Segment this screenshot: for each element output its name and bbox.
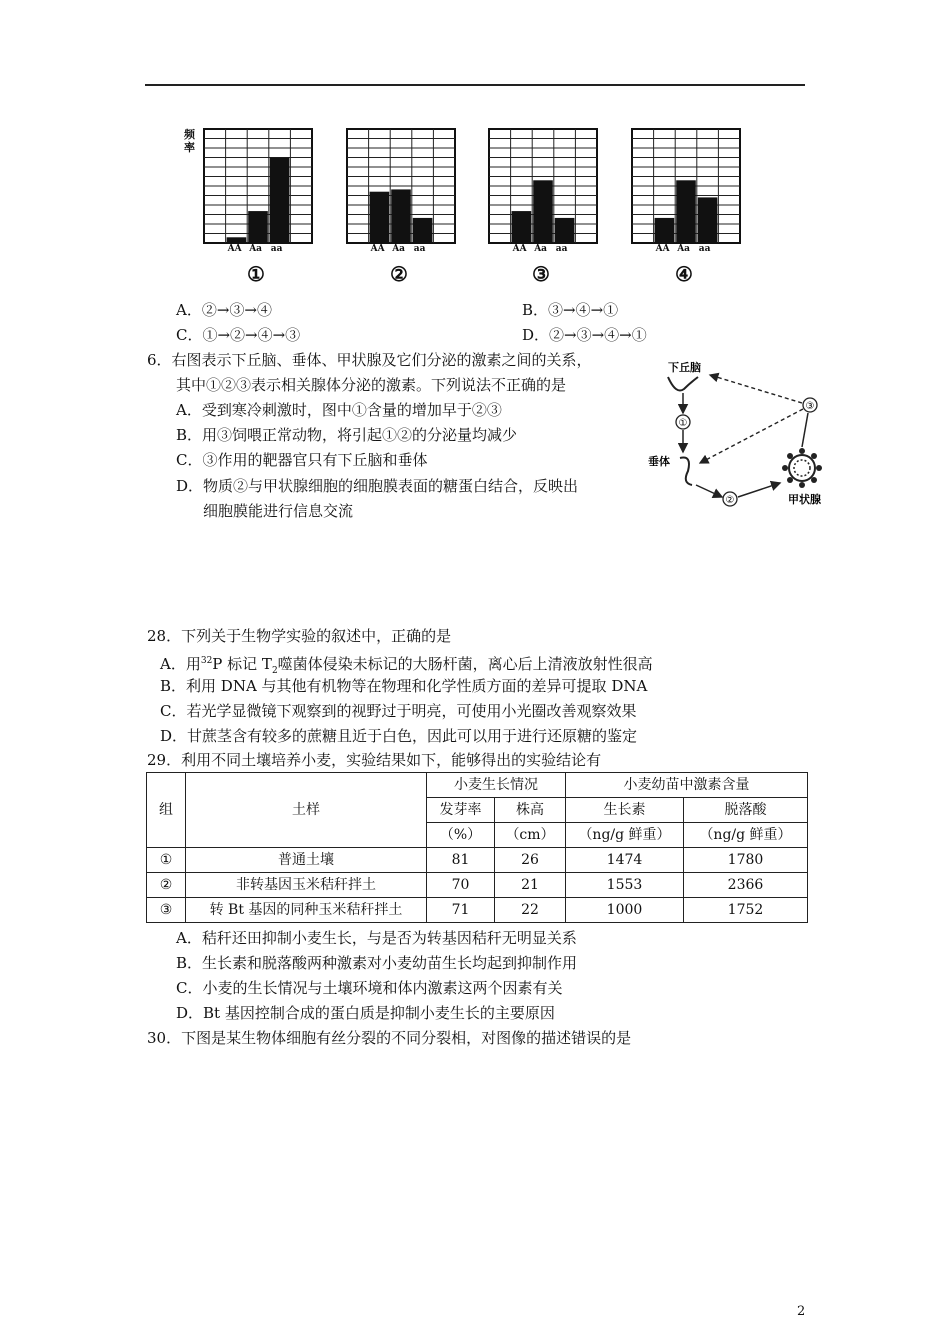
q29-option-c: C．小麦的生长情况与土壤环境和体内激素这两个因素有关	[176, 979, 563, 997]
q6-option-b: B．用③饲喂正常动物，将引起①②的分泌量均减少	[176, 426, 518, 444]
soil-experiment-table	[146, 772, 808, 923]
chart-number-label: ①	[247, 262, 265, 286]
cell-soil: 普通土壤	[186, 848, 427, 873]
header-height: 株高	[495, 798, 566, 823]
page-number: 2	[797, 1304, 806, 1319]
q6-option-a: A．受到寒冷刺激时，图中①含量的增加早于②③	[176, 401, 502, 419]
frequency-bar	[676, 180, 696, 243]
cell-group: ②	[147, 873, 186, 898]
genotype-tick-label: AA	[512, 244, 527, 254]
genotype-chart	[631, 128, 741, 244]
cell-soil: 非转基因玉米秸秆拌土	[186, 873, 427, 898]
cell-height: 26	[495, 848, 566, 873]
frequency-bar	[655, 218, 675, 243]
frequency-bar	[413, 218, 433, 243]
unit-germination: （%）	[427, 823, 495, 848]
hormone-regulation-diagram	[640, 355, 850, 515]
q29-option-b: B．生长素和脱落酸两种激素对小麦幼苗生长均起到抑制作用	[176, 954, 578, 972]
chart-number-label: ④	[675, 262, 693, 286]
q6-stem-line1: 6．右图表示下丘脑、垂体、甲状腺及它们分泌的激素之间的关系，	[147, 351, 592, 369]
header-growth: 小麦生长情况	[427, 773, 566, 798]
genotype-chart	[488, 128, 598, 244]
cell-soil: 转 Bt 基因的同种玉米秸秆拌土	[186, 898, 427, 923]
frequency-bar	[698, 197, 718, 243]
cell-aba: 1752	[684, 898, 808, 923]
cell-auxin: 1000	[566, 898, 684, 923]
header-hormone: 小麦幼苗中激素含量	[566, 773, 808, 798]
frequency-bar	[370, 192, 390, 243]
cell-height: 22	[495, 898, 566, 923]
frequency-bar	[248, 211, 268, 243]
genotype-chart	[346, 128, 456, 244]
q28-stem: 28．下列关于生物学实验的叙述中，正确的是	[147, 627, 452, 645]
header-rule	[145, 84, 805, 86]
cell-auxin: 1553	[566, 873, 684, 898]
q6-option-d-line2: 细胞膜能进行信息交流	[203, 502, 354, 520]
q28-option-d: D．甘蔗茎含有较多的蔗糖且近于白色，因此可以用于进行还原糖的鉴定	[160, 727, 638, 745]
hormone-1-label: ①	[678, 418, 688, 429]
hypothalamus-label: 下丘脑	[668, 361, 701, 374]
cell-aba: 2366	[684, 873, 808, 898]
cell-group: ①	[147, 848, 186, 873]
q6-stem-line2: 其中①②③表示相关腺体分泌的激素。下列说法不正确的是	[176, 376, 567, 394]
table-row	[147, 848, 808, 873]
frequency-bar	[227, 237, 247, 243]
table-row	[147, 898, 808, 923]
q29-stem: 29．利用不同土壤培养小麦，实验结果如下，能够得出的实验结论有	[147, 751, 602, 769]
genotype-tick-label: AA	[227, 244, 242, 254]
header-germination: 发芽率	[427, 798, 495, 823]
q5-option-a: A．②→③→④	[176, 301, 272, 319]
cell-auxin: 1474	[566, 848, 684, 873]
chart-number-label: ②	[390, 262, 408, 286]
cell-germination: 71	[427, 898, 495, 923]
unit-height: （cm）	[495, 823, 566, 848]
genotype-tick-label: aa	[270, 244, 283, 254]
frequency-bar	[533, 180, 553, 243]
pituitary-label: 垂体	[648, 455, 670, 468]
q5-option-d: D．②→③→④→①	[522, 326, 647, 344]
unit-auxin: （ng/g 鲜重）	[566, 823, 684, 848]
hormone-2-label: ②	[725, 495, 735, 506]
genotype-tick-label: aa	[555, 244, 568, 254]
genotype-tick-label: Aa	[249, 244, 263, 254]
genotype-tick-label: Aa	[677, 244, 691, 254]
q5-option-b: B．③→④→①	[522, 301, 619, 319]
header-auxin: 生长素	[566, 798, 684, 823]
q29-option-d: D．Bt 基因控制合成的蛋白质是抑制小麦生长的主要原因	[176, 1004, 555, 1022]
genotype-tick-label: AA	[655, 244, 670, 254]
genotype-chart	[203, 128, 313, 244]
q6-option-d-line1: D．物质②与甲状腺细胞的细胞膜表面的糖蛋白结合，反映出	[176, 477, 579, 495]
frequency-bar	[555, 218, 575, 243]
q28-option-c: C．若光学显微镜下观察到的视野过于明亮，可使用小光圈改善观察效果	[160, 702, 637, 720]
cell-germination: 81	[427, 848, 495, 873]
table-row	[147, 873, 808, 898]
genotype-tick-label: Aa	[392, 244, 406, 254]
thyroid-shape	[789, 455, 815, 481]
q28-option-a: A．用$^{32}$P 标记 $T_2$噬菌体侵染未标记的大肠杆菌，离心后上清液放射性很高	[160, 655, 653, 676]
frequency-bar	[391, 189, 411, 243]
cell-germination: 70	[427, 873, 495, 898]
cell-group: ③	[147, 898, 186, 923]
hormone-3-label: ③	[805, 401, 815, 412]
chart-y-label: 频率	[184, 128, 195, 154]
hypothalamus-shape	[668, 377, 698, 391]
cell-aba: 1780	[684, 848, 808, 873]
genotype-tick-label: AA	[370, 244, 385, 254]
header-group: 组	[147, 773, 186, 848]
q28-option-b: B．利用 DNA 与其他有机物等在物理和化学性质方面的差异可提取 DNA	[160, 677, 648, 695]
unit-aba: （ng/g 鲜重）	[684, 823, 808, 848]
q29-option-a: A．秸秆还田抑制小麦生长，与是否为转基因秸秆无明显关系	[176, 929, 577, 947]
pituitary-shape	[680, 458, 692, 485]
header-aba: 脱落酸	[684, 798, 808, 823]
cell-height: 21	[495, 873, 566, 898]
q5-option-c: C．①→②→④→③	[176, 326, 301, 344]
thyroid-label: 甲状腺	[788, 493, 821, 506]
genotype-tick-label: Aa	[534, 244, 548, 254]
frequency-bar	[270, 158, 290, 244]
header-soil: 土样	[186, 773, 427, 848]
genotype-tick-label: aa	[698, 244, 711, 254]
frequency-bar	[512, 211, 532, 243]
genotype-tick-label: aa	[413, 244, 426, 254]
chart-number-label: ③	[532, 262, 550, 286]
q6-option-c: C．③作用的靶器官只有下丘脑和垂体	[176, 451, 428, 469]
q30-stem: 30．下图是某生物体细胞有丝分裂的不同分裂相，对图像的描述错误的是	[147, 1029, 632, 1047]
